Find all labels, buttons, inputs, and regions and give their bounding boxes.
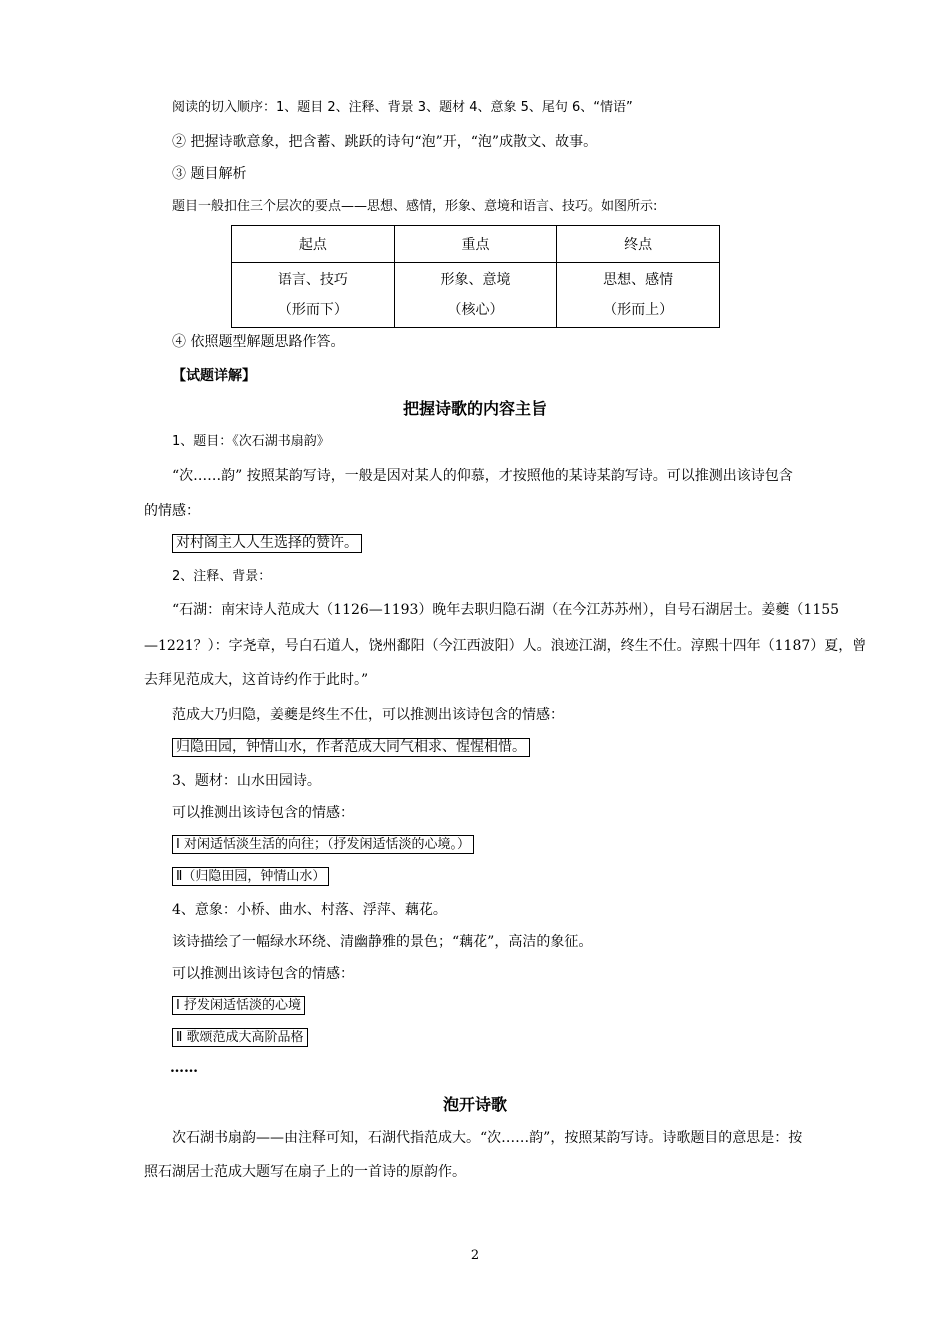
step-4-line: ④ 依照题型解题思路作答。 (172, 334, 345, 350)
item-1-text-line-2: 的情感： (144, 503, 200, 519)
page-number: 2 (470, 1248, 480, 1263)
levels-cell-focus-main: 形象、意境 (440, 272, 511, 288)
levels-header-end: 终点 (557, 226, 720, 263)
step-2-line: ② 把握诗歌意象，把含蓄、跳跃的诗句“泡”开，“泡”成散文、故事。 (172, 134, 598, 150)
section-label: 【试题详解】 (172, 368, 256, 384)
step-3-description: 题目一般扣住三个层次的要点——思想、感情，形象、意境和语言、技巧。如图所示: (172, 199, 658, 214)
bubble-text-line-1: 次石湖书扇韵——由注释可知，石湖代指范成大。“次……韵”，按照某韵写诗。诗歌题目的意思是：按 (172, 1130, 803, 1146)
item-1-emotion-box: 对村阁主人人生选择的赞许。 (172, 534, 362, 553)
levels-cell-start-main: 语言、技巧 (277, 272, 348, 288)
item-4-emotion-box-2: Ⅱ 歌颂范成大高阶品格 (172, 1028, 308, 1047)
levels-table-body-row (232, 263, 720, 328)
item-4-text-1: 该诗描绘了一幅绿水环绕、清幽静雅的景色；“藕花”，高洁的象征。 (172, 934, 593, 950)
section-title-main-idea: 把握诗歌的内容主旨 (402, 399, 547, 418)
item-2-text-line-2: —1221？）：字尧章，号白石道人，饶州鄱阳（今江西波阳）人。浪迹江湖，终生不仕。淳熙十四年（1187）夏，曾 (144, 638, 867, 654)
item-4-ellipsis: …… (170, 1060, 198, 1076)
item-2-heading: 2、注释、背景： (172, 569, 272, 584)
item-4-emotion-box-1: Ⅰ 抒发闲适恬淡的心境 (172, 996, 305, 1015)
levels-cell-end-sub: （形而上） (603, 302, 674, 318)
section-title-bubble: 泡开诗歌 (442, 1095, 507, 1114)
item-1-heading: 1、题目：《次石湖书扇韵》 (172, 434, 330, 449)
levels-cell-focus-sub: （核心） (447, 302, 504, 318)
item-4-text-2: 可以推测出该诗包含的情感： (172, 966, 354, 982)
levels-table (231, 225, 720, 328)
levels-cell-end-main: 思想、感情 (603, 272, 674, 288)
reading-order-line: 阅读的切入顺序：1、题目 2、注释、背景 3、题材 4、意象 5、尾句 6、“情语” (172, 100, 633, 115)
item-1-text-line-1: “次……韵” 按照某韵写诗，一般是因对某人的仰慕，才按照他的某诗某韵写诗。可以推测出该诗包含 (172, 468, 793, 484)
item-3-emotion-box-1: Ⅰ 对闲适恬淡生活的向往；（抒发闲适恬淡的心境。） (172, 835, 474, 854)
levels-cell-start-sub: （形而下） (277, 302, 348, 318)
step-3-heading: ③ 题目解析 (172, 166, 247, 182)
item-3-emotion-box-2: Ⅱ（归隐田园，钟情山水） (172, 867, 329, 886)
item-3-text: 可以推测出该诗包含的情感： (172, 805, 354, 821)
item-2-text-line-3: 去拜见范成大，这首诗约作于此时。” (144, 672, 369, 688)
bubble-text-line-2: 照石湖居士范成大题写在扇子上的一首诗的原韵作。 (144, 1164, 466, 1180)
levels-cell-end (557, 263, 720, 328)
item-2-emotion-box: 归隐田园，钟情山水，作者范成大同气相求、惺惺相惜。 (172, 738, 530, 757)
item-2-text-line-1: “石湖：南宋诗人范成大（1126—1193）晚年去职归隐石湖（在今江苏苏州），自号石湖居士。姜夔（1155 (172, 602, 840, 618)
levels-header-focus: 重点 (394, 226, 557, 263)
item-2-text-line-4: 范成大乃归隐，姜夔是终生不仕，可以推测出该诗包含的情感： (172, 707, 564, 723)
item-4-heading: 4、意象：小桥、曲水、村落、浮萍、藕花。 (172, 902, 447, 918)
levels-cell-start (232, 263, 395, 328)
levels-header-start: 起点 (232, 226, 395, 263)
levels-cell-focus (394, 263, 557, 328)
item-3-heading: 3、题材：山水田园诗。 (172, 773, 321, 789)
levels-table-header-row (232, 226, 720, 263)
